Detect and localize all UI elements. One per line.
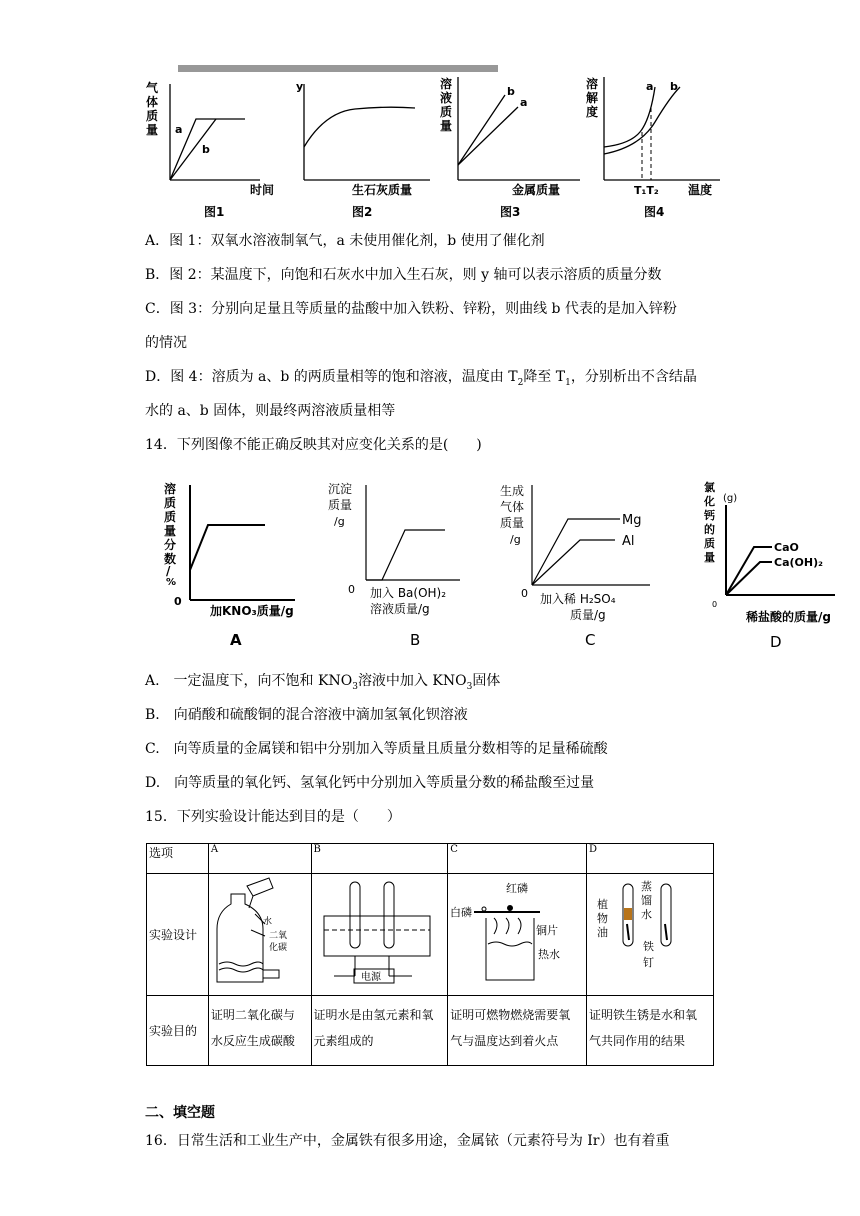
q13-option-d-1: D．图 4：溶质为 a、b 的两质量相等的饱和溶液，温度由 $T_2$降至 $T_1$，分别析出不含结晶 [145,369,697,388]
figure-2 [296,80,430,219]
header-a: A [208,844,311,874]
header-option: 选项 [147,844,209,874]
label-distilled-1: 蒸 [641,880,652,893]
figure-3 [440,76,580,219]
q14-option-a: A. 一定温度下，向不饱和 $KNO_3$溶液中加入 $KNO_3$固体 [145,673,501,692]
fig1-ylabel-4: 量 [146,123,159,137]
figc-origin: 0 [521,587,528,600]
fig1-ylabel-1: 气 [146,81,159,95]
fig1-xlabel: 时间 [250,183,275,197]
label-co2-2: 化碳 [268,943,287,953]
figd-ylabel-4: 的 [704,523,715,536]
figa-ylabel-6: 数 [164,552,177,566]
fig3-ylabel-4: 量 [440,119,453,133]
label-nail-1: 铁 [643,940,654,953]
figb-curve [366,530,445,580]
figd-line-caoh2 [726,562,772,595]
label-copper: 铜片 [536,924,559,937]
figa-ylabel-4: 量 [164,524,177,538]
fig1-label-a: a [175,123,183,136]
purpose-d: 证明铁生锈是水和氧 气共同作用的结果 [587,996,714,1066]
q13-option-d-2: 水的 a、b 固体，则最终两溶液质量相等 [145,403,396,419]
fig2-ylabel: y [296,80,304,93]
fig4-label-a: a [646,80,654,93]
label-distilled-3: 水 [641,908,652,921]
q14-option-c: C. 向等质量的金属镁和铝中分别加入等质量且质量分数相等的足量稀硫酸 [145,741,608,757]
purpose-b: 证明水是由氢元素和氧 元素组成的 [311,996,448,1066]
figure-row-1 [140,62,730,227]
fig3-label-b: b [507,85,515,98]
q13-option-b: B．图 2：某温度下，向饱和石灰水中加入生石灰，则 y 轴可以表示溶质的质量分数 [145,267,662,283]
figc-ylabel-1: 生成 [500,484,525,498]
fig3-ylabel-3: 质 [440,105,453,119]
bottle-diagram [211,874,307,992]
figure-row-2 [160,475,840,655]
figc-ylabel-3: 质量 [500,516,525,530]
purpose-c: 证明可燃物燃烧需要氧 气与温度达到着火点 [448,996,587,1066]
label-water: 水 [262,917,272,927]
label-white-phosphorus: 白磷 [450,906,473,919]
figa-xlabel: 加KNO₃质量/g [210,604,294,618]
figd-ylabel-2: 化 [704,495,715,508]
fig1-label-b: b [202,143,210,156]
figure-4 [586,76,720,219]
q14-option-d: D. 向等质量的氧化钙、氢氧化钙中分别加入等质量分数的稀盐酸至过量 [145,775,595,791]
figd-ylabel-1: 氯 [704,481,715,494]
label-oil-1: 植 [597,898,608,911]
figd-ylabel-5: 质 [704,537,715,550]
figc-caption: C [585,631,596,649]
table-row-design [147,874,714,996]
q13-option-c-1: C．图 3：分别向足量且等质量的盐酸中加入铁粉、锌粉，则曲线 b 代表的是加入锌粉 [145,301,677,317]
label-distilled-2: 馏 [641,894,652,907]
label-power: 电源 [360,972,381,983]
label-nail-2: 钉 [643,956,654,969]
figd-caption: D [770,633,782,651]
figc-ylabel-4: /g [510,533,521,546]
fig4-ylabel-1: 溶 [586,77,599,91]
fig3-label-a: a [520,96,528,109]
fig4-ylabel-2: 解 [586,91,599,105]
fig4-ylabel-3: 度 [586,105,599,119]
q14-stem: 14．下列图像不能正确反映其对应变化关系的是( ) [145,437,482,453]
figa-origin: 0 [174,595,182,608]
table-header-row [147,844,714,874]
fig3-ylabel-2: 液 [440,91,453,105]
fig4-xlabel: 温度 [688,183,713,197]
header-d: D [587,844,714,874]
fig3-line-b [458,95,505,165]
q14-figure-a [164,481,295,649]
fig3-caption: 图3 [500,205,521,219]
figb-ylabel-1: 沉淀 [328,482,353,496]
row-label-design: 实验设计 [147,874,209,996]
figb-xlabel-1: 加入 Ba(OH)₂ [370,586,447,600]
purpose-a: 证明二氧化碳与 水反应生成碳酸 [208,996,311,1066]
figa-ylabel-7: / [166,564,171,578]
q16-stem: 16．日常生活和工业生产中，金属铁有很多用途，金属铱（元素符号为 Ir）也有着重 [145,1133,670,1149]
figb-origin: 0 [348,583,355,596]
figd-origin: 0 [712,600,718,609]
header-c: C [448,844,587,874]
fig2-curve [304,107,415,147]
figa-ylabel-8: % [166,577,177,588]
figc-label-mg: Mg [622,513,642,528]
figd-ylabel-6: 量 [704,551,715,564]
figd-label-cao: CaO [774,541,799,554]
fig1-ylabel-2: 体 [146,95,159,109]
figd-label-caoh2: Ca(OH)₂ [774,556,823,569]
figa-ylabel-1: 溶 [164,482,177,496]
design-a [208,874,311,996]
fig3-xlabel: 金属质量 [512,183,561,197]
figc-label-al: Al [622,534,635,549]
fig2-caption: 图2 [352,205,373,219]
experiment-table [146,843,714,1066]
figb-xlabel-2: 溶液质量/g [370,602,430,616]
figc-ylabel-2: 气体 [500,500,525,514]
design-c [448,874,587,996]
figa-caption: A [230,631,242,649]
table-row-purpose [147,996,714,1066]
row-label-purpose: 实验目的 [147,996,209,1066]
fig4-label-b: b [670,80,678,93]
label-red-phosphorus: 红磷 [506,882,529,895]
q14-figure-c [500,483,650,649]
fig1-ylabel-3: 质 [146,109,159,123]
label-co2-1: 二氧 [268,931,287,941]
label-oil-3: 油 [597,926,608,939]
q14-option-b: B. 向硝酸和硫酸铜的混合溶液中滴加氢氧化钡溶液 [145,707,468,723]
fig3-ylabel-1: 溶 [440,77,453,91]
figd-unit: (g) [723,493,738,504]
fig2-xlabel: 生石灰质量 [352,183,413,197]
figb-ylabel-2: 质量 [328,498,353,512]
fig3-line-a [458,107,518,165]
rust-diagram [589,874,711,992]
section-heading: 二、填空题 [145,1105,215,1121]
electrolysis-diagram [314,874,444,992]
q14-figure-d [703,480,835,651]
label-hot-water: 热水 [538,948,561,961]
design-b [311,874,448,996]
figc-xlabel-2: 质量/g [570,608,606,622]
figure-1 [146,80,274,219]
design-d [587,874,714,996]
figd-ylabel-3: 钙 [704,509,715,522]
figa-ylabel-5: 分 [164,538,177,552]
figa-curve [190,525,265,570]
fig4-ticks: T₁T₂ [634,184,659,197]
figb-caption: B [410,631,421,649]
q13-option-c-2: 的情况 [145,335,187,351]
figc-line-mg [532,519,620,585]
figa-ylabel-3: 质 [164,510,177,524]
figa-ylabel-2: 质 [164,496,177,510]
q13-option-a: A．图 1：双氧水溶液制氧气，a 未使用催化剂，b 使用了催化剂 [145,233,545,249]
q15-stem: 15．下列实验设计能达到目的是（ ） [145,809,401,825]
figd-xlabel: 稀盐酸的质量/g [746,610,831,624]
fig4-curve-b [604,87,680,154]
cropped-header-text [178,65,498,72]
figb-ylabel-3: /g [334,515,345,528]
q14-figure-b [328,481,460,649]
header-b: B [311,844,448,874]
fig1-caption: 图1 [204,205,225,219]
combustion-diagram [450,874,582,992]
fig4-caption: 图4 [644,205,665,219]
figc-xlabel-1: 加入稀 H₂SO₄ [540,592,616,606]
label-oil-2: 物 [597,912,608,925]
fig4-curve-a [604,87,655,147]
